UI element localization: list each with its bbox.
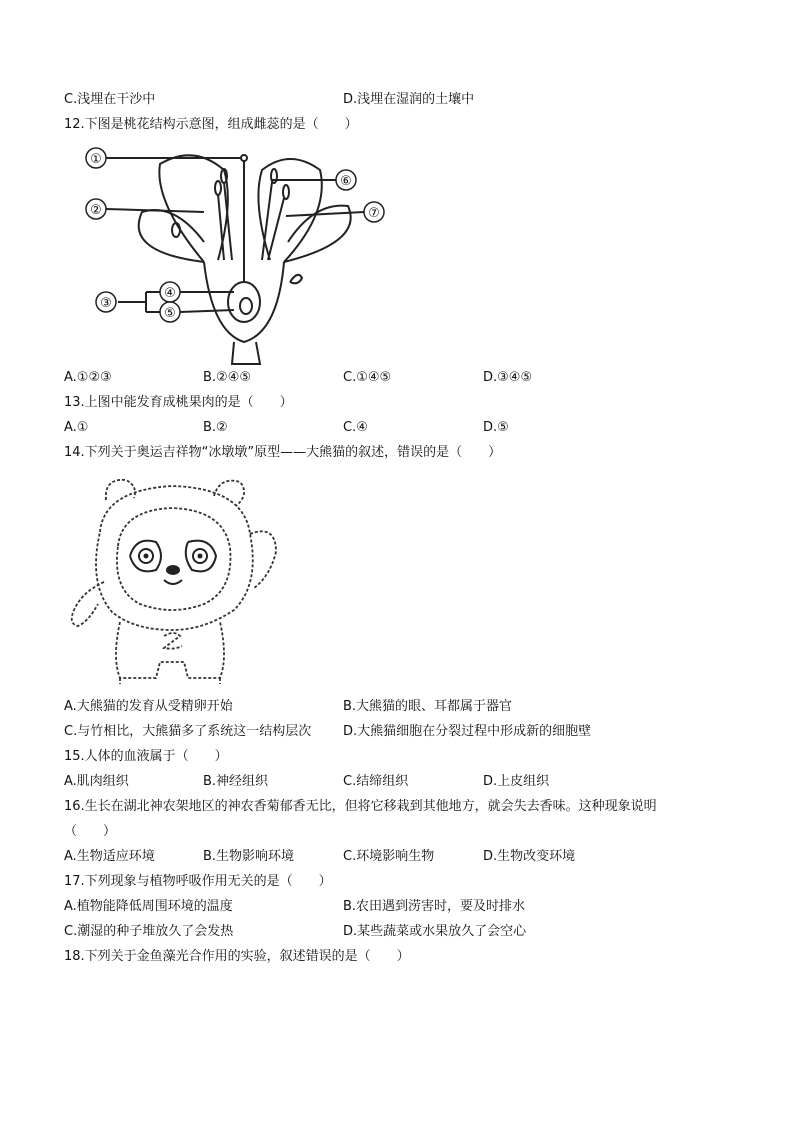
q17-option-c: C.潮湿的种子堆放久了会发热: [64, 924, 234, 939]
q15-option-d: D.上皮组织: [483, 774, 550, 789]
q14-stem: 14.下列关于奥运吉祥物“冰墩墩”原型——大熊猫的叙述，错误的是（ ）: [64, 445, 502, 460]
q15-option-a: A.肌肉组织: [64, 774, 129, 789]
diagram-label-2: ②: [90, 203, 102, 218]
q13-option-a: A.①: [64, 420, 89, 435]
diagram-label-7: ⑦: [368, 206, 380, 221]
q11-option-d: D.浅埋在湿润的土壤中: [343, 92, 475, 107]
q12-option-d: D.③④⑤: [483, 370, 533, 385]
q15-option-b: B.神经组织: [203, 774, 269, 789]
q16-stem-line2: （ ）: [64, 824, 117, 839]
q17-stem: 17.下列现象与植物呼吸作用无关的是（ ）: [64, 874, 332, 889]
diagram-label-3: ③: [100, 296, 112, 311]
q16-option-d: D.生物改变环境: [483, 849, 576, 864]
q18-stem: 18.下列关于金鱼藻光合作用的实验，叙述错误的是（ ）: [64, 949, 410, 964]
q13-option-b: B.②: [203, 420, 228, 435]
diagram-label-4: ④: [164, 286, 176, 301]
bing-dwen-dwen-illustration: [64, 472, 280, 688]
q12-option-c: C.①④⑤: [343, 370, 392, 385]
q14-option-c: C.与竹相比，大熊猫多了系统这一结构层次: [64, 724, 312, 739]
q15-option-c: C.结缔组织: [343, 774, 409, 789]
q12-option-b: B.②④⑤: [203, 370, 252, 385]
q14-option-d: D.大熊猫细胞在分裂过程中形成新的细胞壁: [343, 724, 592, 739]
q13-option-c: C.④: [343, 420, 368, 435]
q14-option-a: A.大熊猫的发育从受精卵开始: [64, 699, 233, 714]
diagram-label-1: ①: [90, 152, 102, 167]
q13-stem: 13.上图中能发育成桃果肉的是（ ）: [64, 395, 293, 410]
q12-option-a: A.①②③: [64, 370, 112, 385]
q16-option-a: A.生物适应环境: [64, 849, 155, 864]
q17-option-a: A.植物能降低周围环境的温度: [64, 899, 233, 914]
q16-option-c: C.环境影响生物: [343, 849, 435, 864]
diagram-label-5: ⑤: [164, 306, 176, 321]
q16-stem-line1: 16.生长在湖北神农架地区的神农香菊郁香无比，但将它移栽到其他地方，就会失去香味。这种现象说明: [64, 799, 657, 814]
q17-option-b: B.农田遇到涝害时，要及时排水: [343, 899, 526, 914]
q11-option-c: C.浅埋在干沙中: [64, 92, 156, 107]
q13-option-d: D.⑤: [483, 420, 509, 435]
q17-option-d: D.某些蔬菜或水果放久了会空心: [343, 924, 527, 939]
q12-stem: 12.下图是桃花结构示意图，组成雌蕊的是（ ）: [64, 117, 358, 132]
q16-option-b: B.生物影响环境: [203, 849, 295, 864]
diagram-label-6: ⑥: [340, 174, 352, 189]
q15-stem: 15.人体的血液属于（ ）: [64, 749, 228, 764]
peach-flower-diagram: [84, 142, 394, 368]
q14-option-b: B.大熊猫的眼、耳都属于器官: [343, 699, 513, 714]
